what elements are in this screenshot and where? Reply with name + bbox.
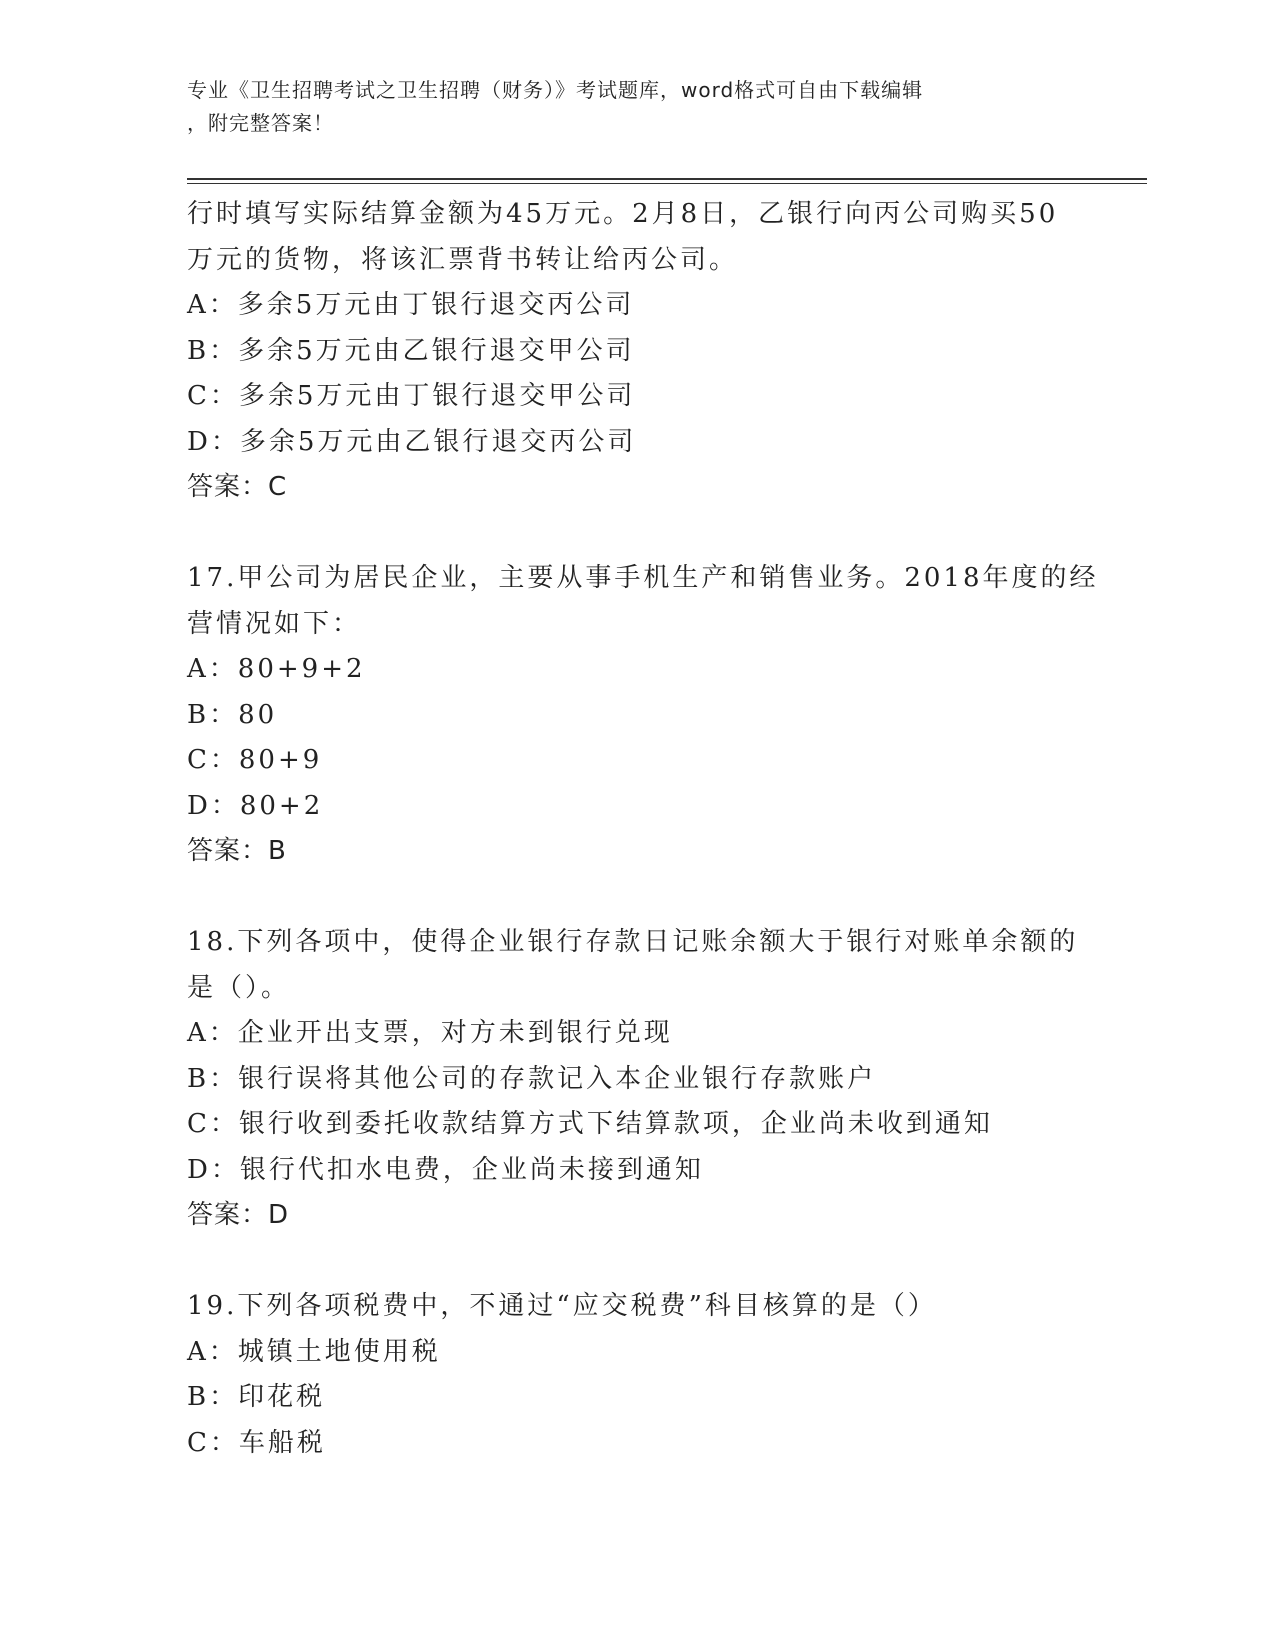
question-stem: 营情况如下： (187, 608, 362, 639)
question-16 (187, 192, 1137, 511)
option-a: A：80+9+2 (187, 654, 366, 684)
document-header (187, 74, 1087, 140)
option-b: B：多余5万元由乙银行退交甲公司 (187, 335, 635, 366)
question-19 (187, 1284, 1137, 1466)
option-c: C：银行收到委托收款结算方式下结算款项，企业尚未收到通知 (187, 1109, 993, 1139)
option-d: D：银行代扣水电费，企业尚未接到通知 (187, 1154, 704, 1185)
question-stem: 17.甲公司为居民企业，主要从事手机生产和销售业务。2018年度的经 (187, 563, 1099, 593)
option-c: C：多余5万元由丁银行退交甲公司 (187, 381, 636, 411)
question-list (187, 192, 1137, 1466)
question-stem: 万元的货物，将该汇票背书转让给丙公司。 (187, 244, 739, 275)
answer: 答案：B (187, 836, 287, 866)
option-b: B：80 (187, 699, 278, 730)
option-c: C：车船税 (187, 1427, 326, 1458)
question-stem: 18.下列各项中，使得企业银行存款日记账余额大于银行对账单余额的 (187, 927, 1079, 957)
header-divider-thin (187, 183, 1147, 184)
spacer (187, 875, 1137, 921)
header-line-1: 专业《卫生招聘考试之卫生招聘（财务）》考试题库，word格式可自由下载编辑 (187, 78, 924, 102)
question-17 (187, 556, 1137, 875)
question-18 (187, 920, 1137, 1239)
option-d: D：多余5万元由乙银行退交丙公司 (187, 426, 637, 457)
answer: 答案：C (187, 472, 288, 502)
option-b: B：银行误将其他公司的存款记入本企业银行存款账户 (187, 1063, 877, 1094)
option-a: A：多余5万元由丁银行退交丙公司 (187, 290, 635, 320)
option-c: C：80+9 (187, 745, 323, 775)
option-a: A：企业开出支票，对方未到银行兑现 (187, 1018, 673, 1048)
question-stem: 19.下列各项税费中，不通过“应交税费”科目核算的是（） (187, 1291, 937, 1321)
option-b: B：印花税 (187, 1382, 326, 1412)
spacer (187, 1239, 1137, 1285)
spacer (187, 511, 1137, 557)
answer: 答案：D (187, 1200, 290, 1230)
header-divider-thick (187, 178, 1147, 180)
option-d: D：80+2 (187, 790, 324, 821)
question-stem: 行时填写实际结算金额为45万元。2月8日，乙银行向丙公司购买50 (187, 199, 1059, 229)
header-line-2: ，附完整答案！ (187, 111, 334, 135)
option-a: A：城镇土地使用税 (187, 1336, 441, 1367)
question-stem: 是（）。 (187, 972, 291, 1003)
